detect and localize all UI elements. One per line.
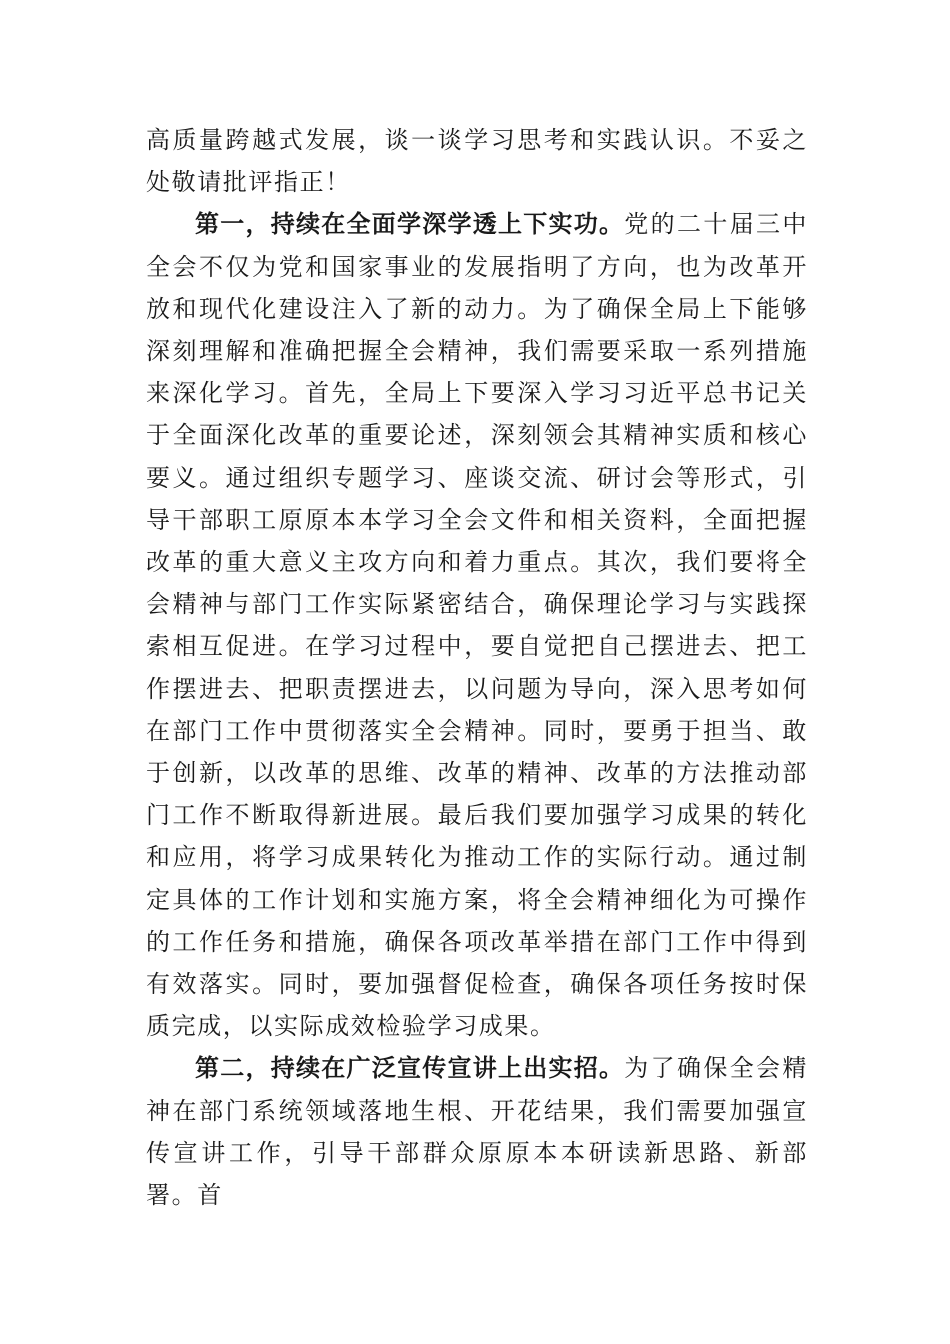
paragraph-text: 党的二十届三中全会不仅为党和国家事业的发展指明了方向，也为改革开放和现代化建设注入了新的动力。为了确保全局上下能够深刻理解和准确把握全会精神，我们需要采取一系列措施来深化学习。首先，全局上下要深入学习习近平总书记关于全面深化改革的重要论述，深刻领会其精神实质和核心要义。通过组织专题学习、座谈交流、研讨会等形式，引导干部职工原原本本学习全会文件和相关资料，全面把握改革的重大意义主攻方向和着力重点。其次，我们要将全会精神与部门工作实际紧密结合，确保理论学习与实践探索相互促进。在学习过程中，要自觉把自己摆进去、把工作摆进去、把职责摆进去，以问题为导向，深入思考如何在部门工作中贯彻落实全会精神。同时，要勇于担当、敢于创新，以改革的思维、改革的精神、改革的方法推动部门工作不断取得新进展。最后我们要加强学习成果的转化和应用，将学习成果转化为推动工作的实际行动。通过制定具体的工作计划和实施方案，将全会精神细化为可操作的工作任务和措施，确保各项改革举措在部门工作中得到有效落实。同时，要加强督促检查，确保各项任务按时保质完成，以实际成效检验学习成果。 (146, 210, 809, 1041)
document-body (146, 119, 808, 1216)
paragraph-intro-continuation (146, 119, 808, 203)
paragraph-text: 高质量跨越式发展，谈一谈学习思考和实践认识。不妥之处敬请批评指正！ (146, 126, 808, 197)
paragraph-heading: 第一，持续在全面学深学透上下实功。 (195, 210, 625, 239)
paragraph-heading: 第二，持续在广泛宣传宣讲上出实招。 (195, 1054, 625, 1083)
paragraph-first-point (146, 203, 808, 1047)
paragraph-second-point (146, 1047, 808, 1216)
paragraph-text: 为了确保全会精神在部门系统领域落地生根、开花结果，我们需要加强宣传宣讲工作，引导干部群众原原本本研读新思路、新部署。首 (146, 1054, 809, 1210)
